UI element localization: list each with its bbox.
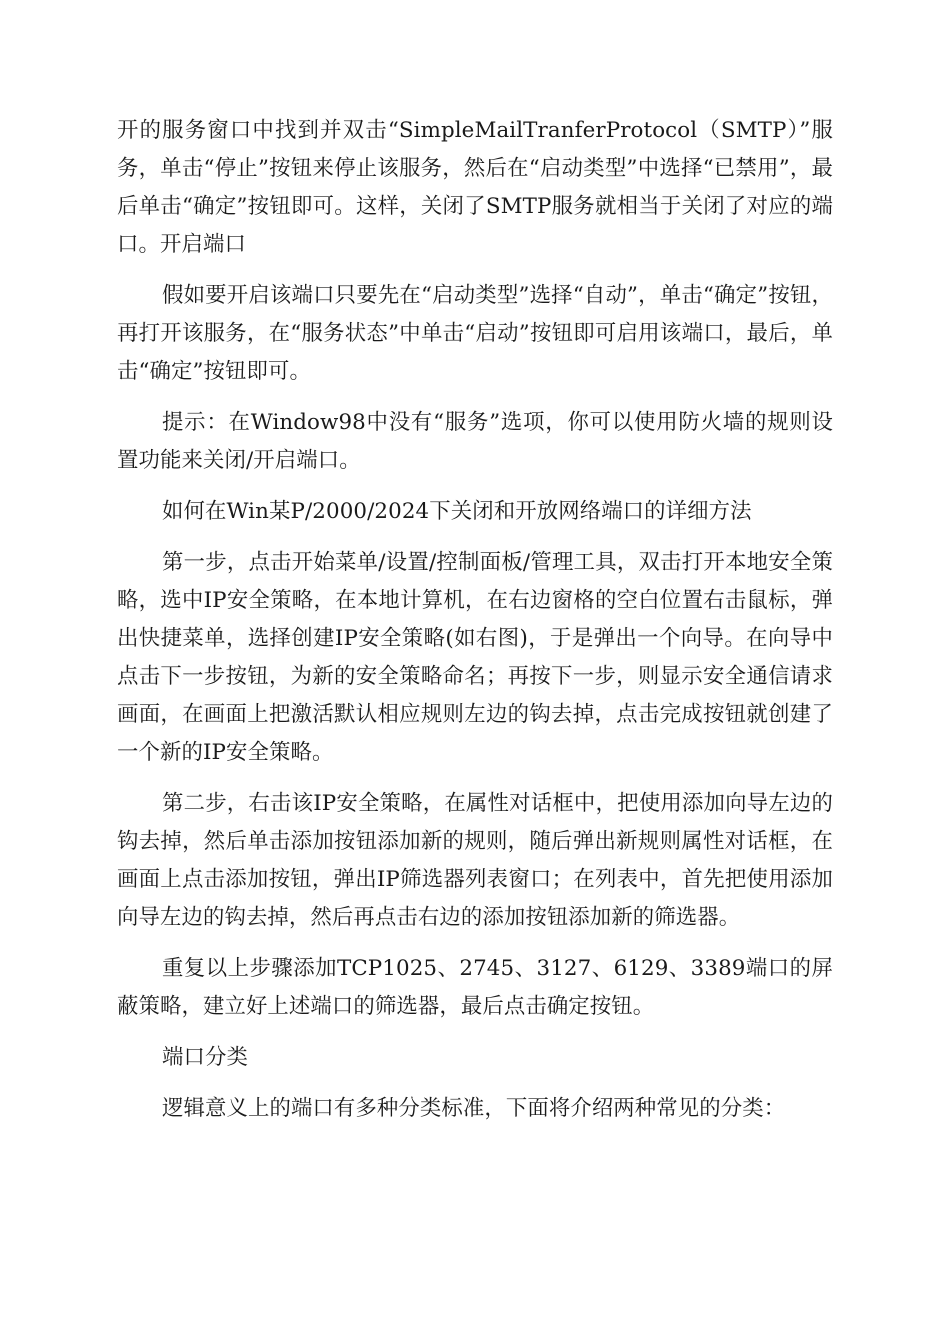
section-heading-port-classification: 端口分类 bbox=[162, 1045, 248, 1070]
paragraph-step-two: 第二步，右击该IP安全策略，在属性对话框中，把使用添加向导左边的钩去掉，然后单击添加按钮添加新的规则，随后弹出新规则属性对话框，在画面上点击添加按钮，弹出IP筛选器列表窗口；在列表中，首先把使用添加向导左边的钩去掉，然后再点击右边的添加按钮添加新的筛选器。 bbox=[117, 791, 833, 930]
paragraph-repeat-steps: 重复以上步骤添加TCP1025、2745、3127、6129、3389端口的屏蔽策略，建立好上述端口的筛选器，最后点击确定按钮。 bbox=[117, 956, 833, 1019]
paragraph-tip: 提示：在Window98中没有“服务”选项，你可以使用防火墙的规则设置功能来关闭/开启端口。 bbox=[117, 410, 833, 473]
section-heading-close-open-ports: 如何在Win某P/2000/2024下关闭和开放网络端口的详细方法 bbox=[162, 499, 752, 524]
document-body bbox=[117, 112, 833, 1141]
paragraph-enable-port: 假如要开启该端口只要先在“启动类型”选择“自动”，单击“确定”按钮，再打开该服务，在“服务状态”中单击“启动”按钮即可启用该端口，最后，单击“确定”按钮即可。 bbox=[117, 283, 833, 384]
paragraph-classification-intro: 逻辑意义上的端口有多种分类标准，下面将介绍两种常见的分类： bbox=[162, 1096, 786, 1121]
paragraph-smtp-disable: 开的服务窗口中找到并双击“SimpleMailTranferProtocol（SMTP）”服务，单击“停止”按钮来停止该服务，然后在“启动类型”中选择“已禁用”，最后单击“确定”按钮即可。这样，关闭了SMTP服务就相当于关闭了对应的端口。开启端口 bbox=[117, 118, 833, 257]
paragraph-step-one: 第一步，点击开始菜单/设置/控制面板/管理工具，双击打开本地安全策略，选中IP安全策略，在本地计算机，在右边窗格的空白位置右击鼠标，弹出快捷菜单，选择创建IP安全策略(如右图)，于是弹出一个向导。在向导中点击下一步按钮，为新的安全策略命名；再按下一步，则显示安全通信请求画面，在画面上把激活默认相应规则左边的钩去掉，点击完成按钮就创建了一个新的IP安全策略。 bbox=[117, 550, 833, 765]
